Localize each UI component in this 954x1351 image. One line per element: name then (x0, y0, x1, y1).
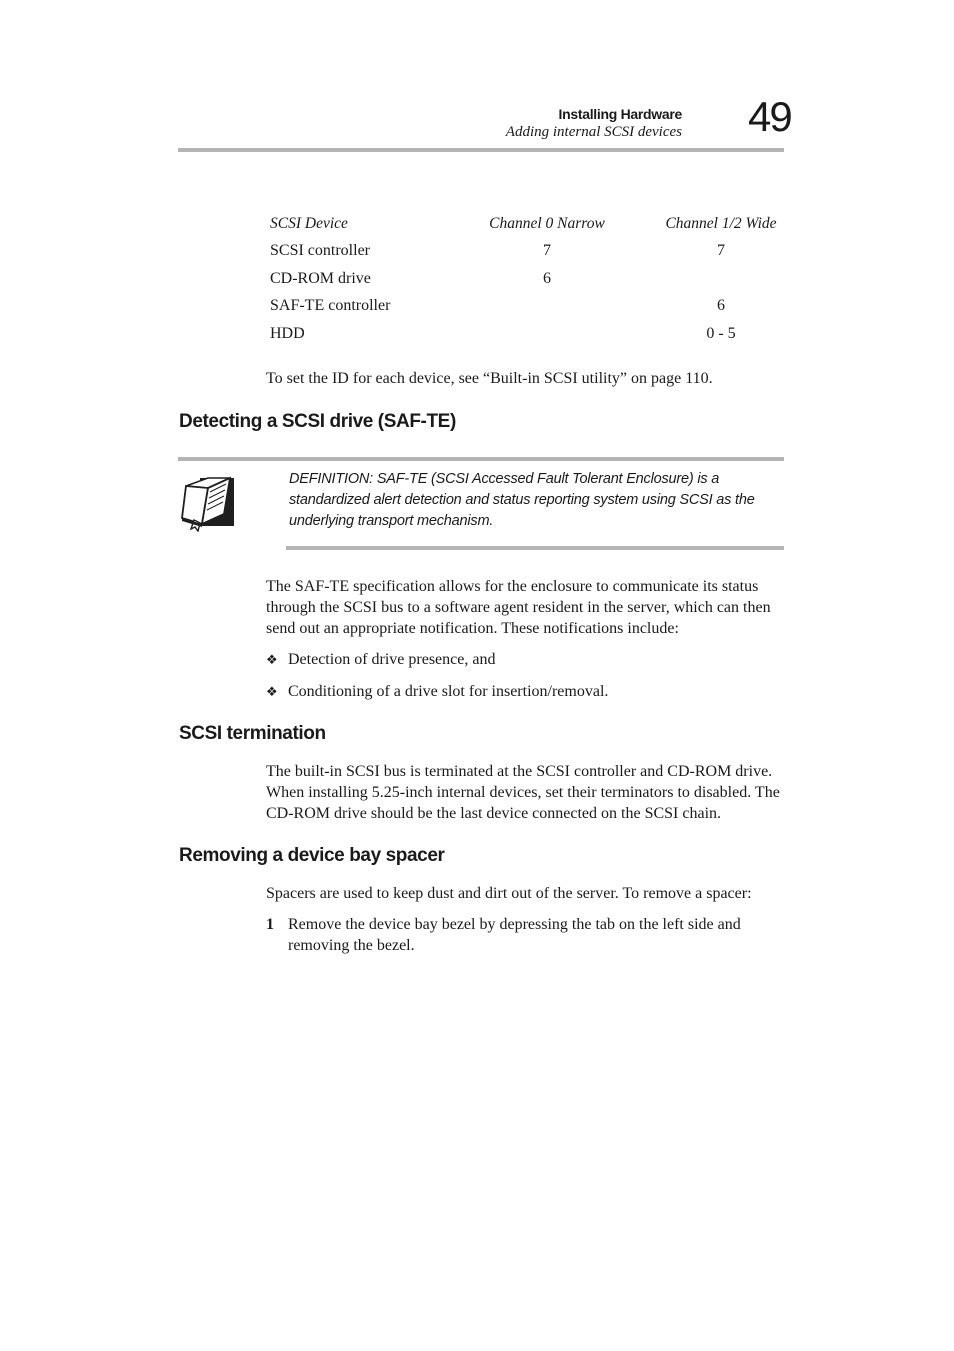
definition-bottom-rule (286, 546, 784, 550)
table-cell: SAF-TE controller (270, 297, 391, 315)
table-row (266, 320, 808, 348)
table-header-cell: SCSI Device (270, 214, 348, 232)
header-section: Adding internal SCSI devices (505, 124, 682, 140)
table-row (266, 238, 808, 266)
bullet-diamond-icon: ❖ (266, 684, 278, 699)
table-row (266, 293, 808, 321)
header-rule (178, 148, 784, 152)
heading-detecting-scsi-drive: Detecting a SCSI drive (SAF-TE) (179, 411, 456, 432)
definition-top-rule (178, 457, 784, 461)
table-cell: 7 (543, 242, 551, 260)
definition-text: DEFINITION: SAF-TE (SCSI Accessed Fault Tolerant Enclosure) is a standardized alert detection and status reporting system using SCSI as the underlying transport mechanism. (289, 471, 755, 529)
table-cell (460, 293, 634, 321)
table-cell (634, 265, 808, 293)
table-header-cell: Channel 1/2 Wide (665, 214, 777, 232)
header-chapter: Installing Hardware (558, 106, 682, 122)
table-row (266, 265, 808, 293)
table-cell: 6 (543, 269, 551, 287)
table-note: To set the ID for each device, see “Built-in SCSI utility” on page 110. (266, 370, 713, 387)
table-cell: 0 - 5 (706, 324, 736, 342)
step-number: 1 (266, 916, 274, 933)
heading-scsi-termination: SCSI termination (179, 723, 326, 744)
table-cell: SCSI controller (270, 242, 370, 260)
termination-paragraph: The built-in SCSI bus is terminated at the SCSI controller and CD-ROM drive. When installing 5.25-inch internal devices, set their terminators to disabled. The CD-ROM drive should be the last device connected on the SCSI chain. (266, 763, 780, 822)
table-cell: 6 (717, 297, 725, 315)
list-item-text: Detection of drive presence, and (288, 651, 496, 668)
step-text: Remove the device bay bezel by depressing the tab on the left side and removing the bezel. (288, 916, 741, 954)
table-cell (460, 320, 634, 348)
spacer-paragraph: Spacers are used to keep dust and dirt out of the server. To remove a spacer: (266, 885, 752, 902)
table-cell: HDD (270, 324, 305, 342)
definition-book-icon (180, 474, 236, 532)
saf-te-paragraph: The SAF-TE specification allows for the enclosure to communicate its status through the SCSI bus to a software agent resident in the server, which can then send out an appropriate notification. These notifications include: (266, 578, 771, 637)
table-header-cell: Channel 0 Narrow (489, 214, 605, 232)
bullet-diamond-icon: ❖ (266, 652, 278, 667)
list-item-text: Conditioning of a drive slot for insertion/removal. (288, 683, 609, 700)
scsi-id-table (266, 210, 808, 348)
table-header-row (266, 210, 808, 238)
heading-removing-spacer: Removing a device bay spacer (179, 845, 445, 866)
table-cell: CD-ROM drive (270, 269, 371, 287)
table-cell: 7 (717, 242, 725, 260)
page-number: 49 (748, 93, 791, 140)
